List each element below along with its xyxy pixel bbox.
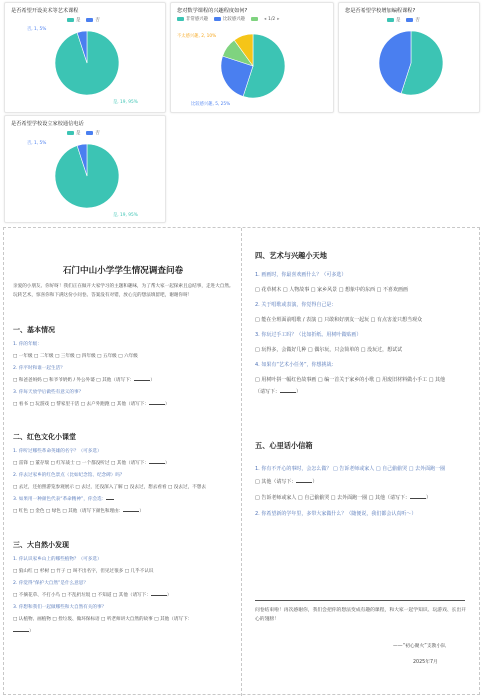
blank-field[interactable] bbox=[149, 401, 165, 405]
question: 1. 你认识家乡山上的哪些植物？（可多选） bbox=[13, 557, 102, 562]
legend-item: 否 bbox=[86, 130, 99, 136]
legend-item: 是 bbox=[67, 17, 80, 23]
question: 1. 你有不开心的事时，会怎么做？ □ 告诉老师或家人 □ 自己偷偷哭 □ 去外面跑一圈 bbox=[255, 466, 446, 472]
options-art-task[interactable]: □ 用树叶拼一幅红色故事画 □ 编一首关于家乡的小歌 □ 用废旧材料做小手工 □ 其他 bbox=[255, 377, 446, 383]
options-singing[interactable]: □ 能在全班面前唱歌 / 表演 □ 只敢和好朋友一起玩 □ 有点害羞只想当观众 bbox=[255, 317, 422, 323]
date: 2025年7月 bbox=[413, 660, 438, 665]
right-column bbox=[243, 228, 481, 696]
chevron-right-icon[interactable]: ▸ bbox=[277, 16, 280, 22]
section-title-mailbox: 五、心里话小信箱 bbox=[255, 441, 313, 450]
legend-item: 是 bbox=[67, 130, 80, 136]
question: 4. 如果有“艺术小任务”，你想挑战： bbox=[255, 362, 337, 368]
pie-chart-2 bbox=[171, 3, 335, 114]
options-grade[interactable]: □ 一年级 □ 二年级 □ 三年级 □ 四年级 □ 五年级 □ 六年级 bbox=[13, 354, 138, 359]
divider bbox=[255, 600, 465, 601]
question: 2. 你平时和谁一起生活？ bbox=[13, 366, 65, 371]
chart-title: 您是否希望学校增加编程课程? bbox=[345, 8, 416, 14]
options-unhappy[interactable]: □ 告诉老师或家人 □ 自己偷偷哭 □ 去外面跑一圈 □ 其他（请写下： ） bbox=[255, 495, 432, 501]
legend-pager[interactable]: ◂ 1/2 ▸ bbox=[263, 16, 280, 22]
options-color[interactable]: □ 红色 □ 金色 □ 绿色 □ 其他（请写下颜色和理由： ） bbox=[13, 509, 144, 514]
question: 1. 你听过哪些革命英雄的名字？（可多选） bbox=[13, 449, 102, 454]
legend-item: 否 bbox=[406, 17, 419, 23]
left-column bbox=[4, 228, 242, 696]
options-heroes[interactable]: □ 雷锋 □ 董存瑞 □ 红军战士 □ 一个都没听过 □ 其他（请写下： ） bbox=[13, 461, 170, 466]
blank-field[interactable] bbox=[106, 496, 114, 500]
section-title-basic: 一、基本情况 bbox=[13, 326, 55, 334]
question: 3. 如果用一种颜色代表“革命精神”，你会选： bbox=[13, 496, 114, 502]
blank-field[interactable] bbox=[410, 495, 426, 499]
options-nature-activities[interactable]: □ 认植物、画植物 □ 捡垃圾、做环保标语 □ 听老师讲大自然的故事 □ 其他（请写下： bbox=[13, 617, 193, 622]
question: 2. 关于唱歌或表演，你觉得自己是： bbox=[255, 302, 337, 308]
legend-item: 否 bbox=[86, 17, 99, 23]
question: 3. 你玩过手工吗？（比如折纸、用树叶做贴画） bbox=[255, 332, 362, 338]
blank-field[interactable] bbox=[13, 628, 29, 632]
chart-card-phone bbox=[4, 115, 166, 223]
legend-item: 非常感兴趣 bbox=[177, 16, 208, 22]
pie-chart-1 bbox=[5, 3, 167, 114]
blank-line[interactable]: ） bbox=[13, 628, 34, 634]
chart-title: 是否希望学校设立家校通信电话 bbox=[11, 121, 84, 127]
question: 1. 你的年级： bbox=[13, 342, 42, 347]
data-label: 否, 1, 5% bbox=[27, 141, 47, 146]
intro-paragraph: 亲爱的小朋友、你好呀！我们正在做开大家学习的主题和趣味，为了帮大家一起探索且总结事，走进大自然。玩转艺术，惊喜你和下满这份小问卷。答案没有对错，放心完的想法填留吧，谢谢你呀！ bbox=[13, 284, 234, 298]
options-handcraft[interactable]: □ 玩得多，会做好几种 □ 偶尔玩，只会简单的 □ 没玩过，想试试 bbox=[255, 347, 403, 353]
question: 2. 你去过家乡的红色景点（比如纪念馆、纪念碑）吗？ bbox=[13, 473, 125, 478]
pie-chart-4 bbox=[5, 116, 167, 224]
options-drawing[interactable]: □ 花草树木 □ 人物故事 □ 家乡风景 □ 想象中的东西 □ 不喜欢画画 bbox=[255, 287, 408, 293]
question: 3. 你想和我们一起做哪些和大自然有关的事？ bbox=[13, 605, 107, 610]
blank-field[interactable] bbox=[296, 479, 312, 483]
data-label: 否, 1, 5% bbox=[27, 27, 47, 32]
blank-field[interactable] bbox=[134, 377, 150, 381]
blank-field[interactable] bbox=[149, 460, 165, 464]
options-plants[interactable]: □ 狼山红 □ 杉树 □ 竹子 □ 叫不出名字，但见过很多 □ 几乎不认识 bbox=[13, 569, 154, 574]
question: 2. 你希望新的学年里，多带大家做什么？（随便说，我们都会认真听～） bbox=[255, 511, 417, 517]
section-title-red-culture: 二、红色文化小课堂 bbox=[13, 433, 76, 441]
chart-card-math-interest bbox=[170, 2, 334, 113]
questionnaire-page bbox=[3, 227, 480, 695]
chart-title: 是否希望开设美术等艺术课程 bbox=[11, 8, 79, 14]
blank-field[interactable] bbox=[280, 389, 296, 393]
chart-card-programming bbox=[338, 2, 480, 113]
signature: ——“初心聚火”支教小队 bbox=[393, 644, 446, 649]
chart-card-art-course bbox=[4, 2, 166, 113]
blank-field[interactable] bbox=[151, 592, 167, 596]
data-label: 是, 19, 95% bbox=[113, 213, 138, 218]
section-title-arts: 四、艺术与兴趣小天地 bbox=[255, 251, 327, 260]
blank-field[interactable] bbox=[123, 508, 139, 512]
question: 3. 你每天放学后做些有意义的事？ bbox=[13, 390, 84, 395]
document-title: 石门中山小学学生情况调查问卷 bbox=[62, 266, 184, 276]
data-label: 不太感兴趣, 2, 10% bbox=[177, 34, 217, 39]
chevron-left-icon[interactable]: ◂ bbox=[263, 16, 267, 22]
options-protect[interactable]: □ 不摘花草、不打小鸟 □ 不乱扔垃圾 □ 不知道 □ 其他（请写下： ） bbox=[13, 593, 172, 598]
options-art-task-other[interactable]: （请写下： ） bbox=[255, 389, 302, 395]
options-red-sites[interactable]: □ 去过，还拍照游览参观展示 □ 去过，还没深入了解 □ 没去过，想去看看 □ 没去过，不想去 bbox=[13, 485, 206, 490]
legend-item: 是 bbox=[387, 17, 400, 23]
closing-text: 问卷结束啦！再次感谢你，我们会把你的想法变成有趣的课程，和大家一起学知识、玩游戏、长出开心的翅膀！ bbox=[255, 608, 467, 622]
options-after-school[interactable]: □ 看书 □ 玩游戏 □ 帮家里干活 □ 去户外跑跑 □ 其他（请写下： ） bbox=[13, 402, 170, 407]
data-label: 是, 19, 95% bbox=[113, 100, 138, 105]
chart-title: 您对数学课程的兴趣程度如何? bbox=[177, 8, 248, 14]
legend-item: 比较感兴趣 bbox=[214, 16, 245, 22]
question: 1. 画画时，你最喜欢画什么？（可多选） bbox=[255, 272, 347, 278]
question: 2. 你觉得“保护大自然”是什么意思？ bbox=[13, 581, 88, 586]
section-title-nature: 三、大自然小发现 bbox=[13, 541, 69, 549]
data-label: 比较感兴趣, 5, 25% bbox=[191, 102, 231, 107]
options-unhappy-other[interactable]: □ 其他（请写下： ） bbox=[255, 479, 318, 485]
options-living[interactable]: □ 和爸爸妈妈 □ 和爷爷奶奶 / 外公外婆 □ 其他（请写下： ） bbox=[13, 378, 155, 383]
pie-chart-3 bbox=[339, 3, 481, 114]
